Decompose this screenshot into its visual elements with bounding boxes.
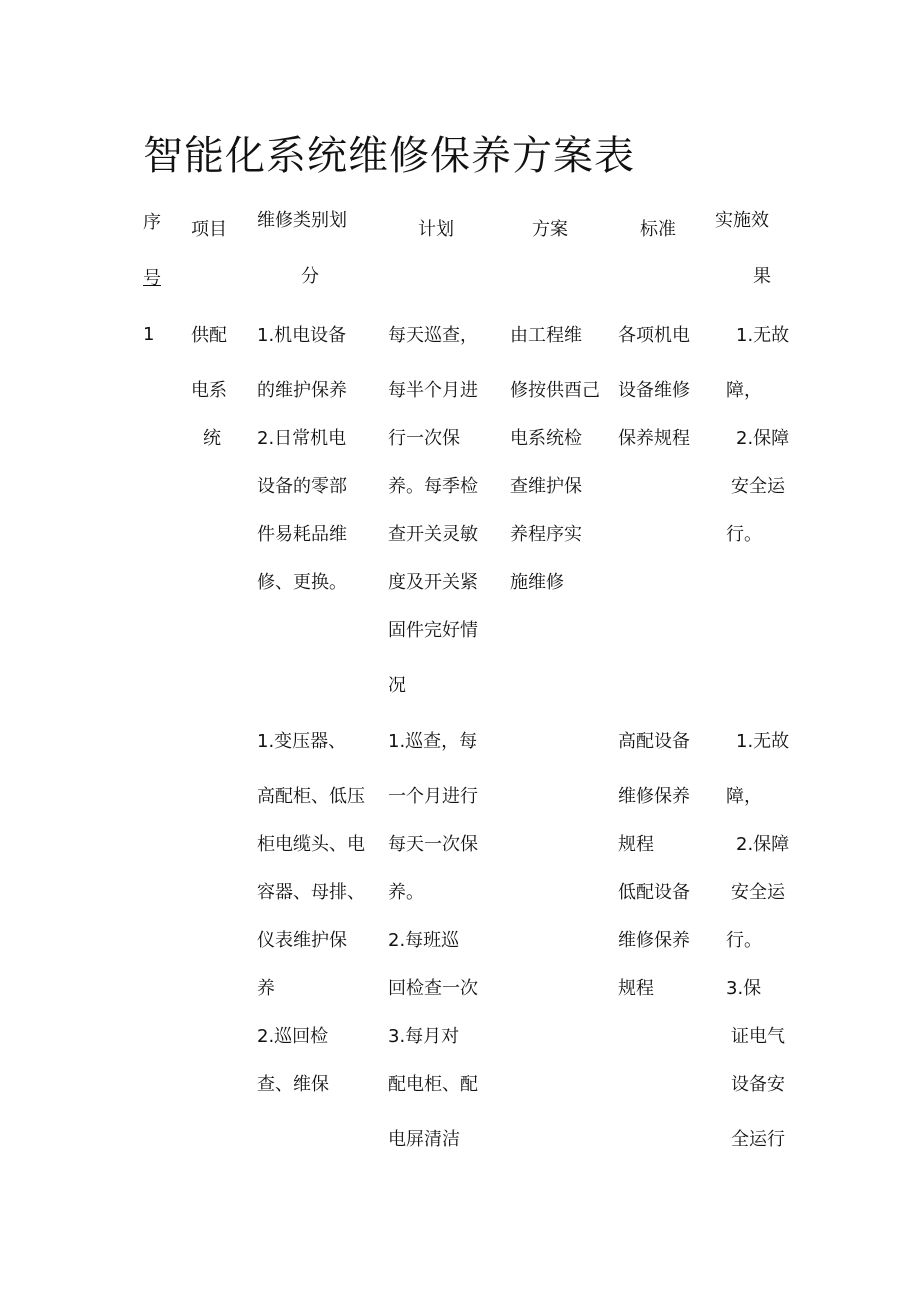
row1-plan-line: 每半个月进	[388, 380, 478, 401]
header-category-line1: 维修类别划	[257, 210, 347, 231]
header-effect-line1: 实施效	[715, 210, 769, 231]
row1-no: 1	[143, 324, 155, 345]
row1-effect-line: 2.保障	[736, 428, 790, 449]
row1-program-line: 施维修	[510, 572, 564, 593]
row2-standard-line: 高配设备	[618, 731, 690, 752]
row1-effect-line: 安全运	[731, 476, 785, 497]
row2-standard-line: 低配设备	[618, 882, 690, 903]
row2-category	[257, 730, 365, 1121]
row2-standard-line: 规程	[618, 834, 654, 855]
row2-category-line: 柜电缆头、电	[257, 834, 365, 855]
row1-category-line: 1.机电设备	[257, 325, 347, 346]
row2-plan-line: 一个月进行	[388, 786, 478, 807]
row1-standard	[618, 324, 690, 475]
row2-effect-line: 行。	[726, 930, 762, 951]
row1-category-line: 设备的零部	[257, 476, 347, 497]
row2-plan-line: 回检查一次	[388, 978, 478, 999]
row2-plan-line: 配电柜、配	[388, 1074, 478, 1095]
row1-program	[510, 324, 600, 619]
row1-plan-line: 固件完好情	[388, 620, 478, 641]
row1-program-line: 电系统检	[510, 428, 582, 449]
header-plan: 计划	[418, 219, 454, 240]
row2-plan-line: 养。	[388, 882, 424, 903]
header-no-line1: 序	[143, 212, 161, 233]
row1-plan-line: 行一次保	[388, 428, 460, 449]
row1-item-line: 电系	[191, 380, 227, 401]
header-category	[257, 193, 347, 305]
header-no	[143, 195, 161, 307]
row1-effect-line: 障，	[726, 380, 762, 401]
row1-plan-line: 养。每季检	[388, 476, 478, 497]
row2-plan-line: 电屏清洁	[388, 1129, 460, 1150]
header-no-line2: 号	[143, 268, 161, 289]
row1-program-line: 养程序实	[510, 524, 582, 545]
row1-effect	[726, 324, 789, 571]
row2-plan-line: 每天一次保	[388, 834, 478, 855]
row1-plan	[388, 324, 478, 722]
row2-effect	[726, 730, 789, 1176]
row2-effect-line: 安全运	[731, 882, 785, 903]
row1-category-line: 修、更换。	[257, 572, 347, 593]
row1-plan-line: 查开关灵敏	[388, 524, 478, 545]
row2-plan-line: 2.每班巡	[388, 930, 460, 951]
row1-standard-line: 保养规程	[618, 428, 690, 449]
row2-category-line: 1.变压器、	[257, 731, 347, 752]
row2-effect-line: 2.保障	[736, 834, 790, 855]
row1-standard-line: 各项机电	[618, 325, 690, 346]
row2-standard	[618, 730, 690, 1025]
row2-standard-line: 维修保养	[618, 786, 690, 807]
row1-plan-line: 况	[388, 675, 406, 696]
row1-plan-line: 每天巡查，	[388, 325, 478, 346]
row1-program-line: 修按供酉己	[510, 380, 600, 401]
row1-effect-line: 1.无故	[736, 325, 790, 346]
page-title: 智能化系统维修保养方案表	[143, 133, 635, 179]
row2-plan-line: 1.巡查，每	[388, 731, 478, 752]
row2-category-line: 仪表维护保	[257, 930, 347, 951]
row2-effect-line: 障，	[726, 786, 762, 807]
header-standard: 标准	[640, 219, 676, 240]
row2-category-line: 养	[257, 978, 275, 999]
row1-effect-line: 行。	[726, 524, 762, 545]
row2-effect-line: 证电气	[731, 1026, 785, 1047]
row1-plan-line: 度及开关紧	[388, 572, 478, 593]
row1-category-line: 件易耗品维	[257, 524, 347, 545]
row1-program-line: 由工程维	[510, 325, 582, 346]
row1-program-line: 查维护保	[510, 476, 582, 497]
header-category-line2: 分	[301, 266, 319, 287]
header-effect	[715, 193, 771, 305]
row1-standard-line: 设备维修	[618, 380, 690, 401]
row2-plan	[388, 730, 478, 1176]
row1-category	[257, 324, 347, 619]
row2-category-line: 高配柜、低压	[257, 786, 365, 807]
row1-category-line: 的维护保养	[257, 380, 347, 401]
row2-category-line: 查、维保	[257, 1074, 329, 1095]
header-effect-line2: 果	[753, 266, 771, 287]
row2-effect-line: 1.无故	[736, 731, 790, 752]
row2-effect-line: 设备安	[731, 1074, 785, 1095]
row1-category-line: 2.日常机电	[257, 428, 347, 449]
header-program: 方案	[532, 219, 568, 240]
row2-effect-line: 3.保	[726, 978, 762, 999]
row2-category-line: 容器、母排、	[257, 882, 365, 903]
row2-standard-line: 规程	[618, 978, 654, 999]
row2-category-line: 2.巡回检	[257, 1026, 329, 1047]
row1-item	[191, 324, 227, 475]
row1-item-line: 供配	[191, 325, 227, 346]
row2-effect-line: 全运行	[731, 1129, 785, 1150]
header-item: 项目	[191, 219, 227, 240]
row1-item-line: 统	[203, 428, 221, 449]
row2-standard-line: 维修保养	[618, 930, 690, 951]
row2-plan-line: 3.每月对	[388, 1026, 460, 1047]
